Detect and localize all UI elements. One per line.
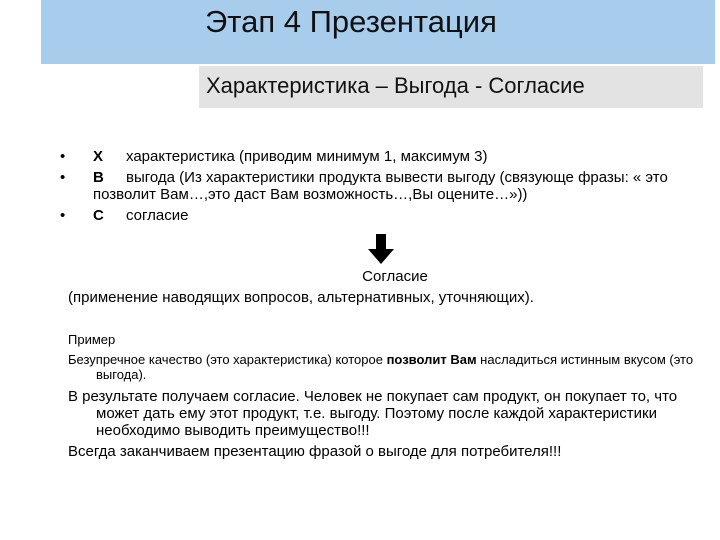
bullet-marker: • [60,169,66,186]
example-label: Пример [68,332,116,347]
bullet-text: выгода (Из характеристики продукта вывести выгоду (связующе фразы: « это позволит Вам…,это даст Вам возможность…,Вы оцените…»)) [93,169,668,203]
example-text-after: насладиться истинным вкусом (это выгода). [96,352,694,382]
bullet-marker: • [60,148,66,165]
example-text [68,352,716,382]
down-arrow-icon [367,234,395,264]
bullet-item-c [60,207,700,224]
bullet-text: согласие [126,207,189,224]
bullet-letter: В [93,169,104,186]
agreement-heading: Согласие [362,268,428,285]
bullet-marker: • [60,207,66,224]
final-paragraph: Всегда заканчиваем презентацию фразой о выгоде для потребителя!!! [68,443,562,460]
example-text-bold: позволит Вам [386,352,477,367]
bullet-item-b [60,169,700,203]
example-text-before: Безупречное качество (это характеристика) которое [68,352,387,367]
agreement-description: (применение наводящих вопросов, альтернативных, уточняющих). [68,289,534,306]
bullet-text: характеристика (приводим минимум 1, максимум 3) [126,148,488,165]
bullet-list [60,148,700,228]
slide-title: Этап 4 Презентация [205,4,497,39]
bullet-letter: Х [93,148,104,165]
bullet-letter: С [93,207,104,224]
bullet-item-x [60,148,700,165]
slide-subtitle: Характеристика – Выгода - Согласие [206,73,585,98]
result-paragraph: В результате получаем согласие. Человек не покупает сам продукт, он покупает то, что может дать ему этот продукт, т.е. выгоду. Поэтому после каждой характеристики необходимо выводить преимущество!!! [68,388,678,439]
